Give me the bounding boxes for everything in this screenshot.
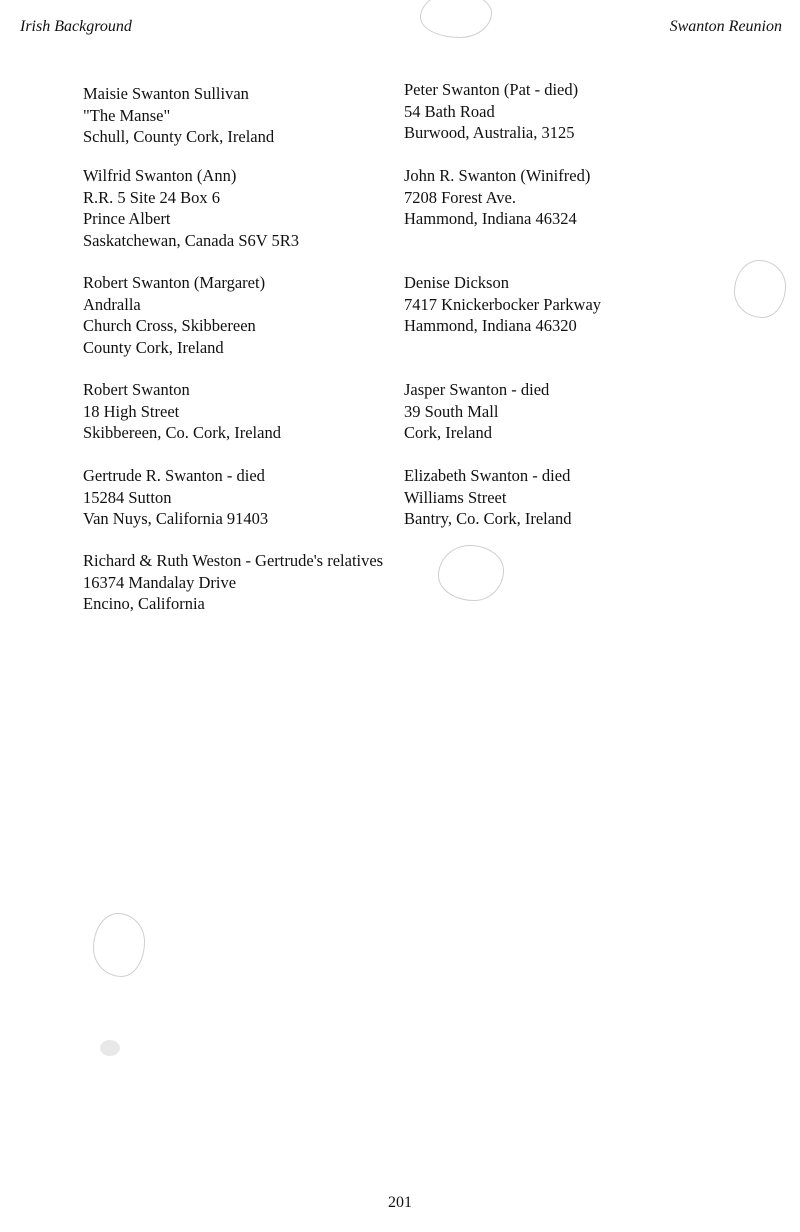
address-entry-richard-ruth-weston (83, 550, 383, 615)
entry-address-line: Bantry, Co. Cork, Ireland (404, 509, 572, 528)
entry-address-line: Skibbereen, Co. Cork, Ireland (83, 423, 281, 442)
entry-address-line: Saskatchewan, Canada S6V 5R3 (83, 230, 299, 250)
entry-address-line: "The Manse" (83, 105, 171, 125)
entry-address-line: County Cork, Ireland (83, 337, 224, 357)
entry-name: Robert Swanton (Margaret) (83, 273, 266, 292)
entry-address-line: 39 South Mall (404, 401, 499, 421)
entry-address-line: Prince Albert (83, 209, 171, 228)
entry-name: Maisie Swanton Sullivan (83, 84, 249, 103)
address-entry-wilfrid-swanton (83, 165, 299, 251)
address-entry-john-r-swanton (404, 165, 590, 230)
entry-name: Jasper Swanton - died (404, 380, 550, 399)
entry-name: Robert Swanton (83, 380, 190, 399)
address-entry-robert-swanton (83, 379, 281, 444)
entry-address-line: Church Cross, Skibbereen (83, 316, 256, 335)
scan-smudge (438, 545, 504, 601)
entry-address-line: 7417 Knickerbocker Parkway (404, 294, 602, 314)
entry-name: Richard & Ruth Weston - Gertrude's relatives (83, 551, 384, 570)
entry-name: Wilfrid Swanton (Ann) (83, 166, 237, 185)
entry-address-line: 7208 Forest Ave. (404, 187, 516, 207)
entry-address-line: Hammond, Indiana 46320 (404, 316, 577, 335)
scan-smudge (93, 913, 145, 977)
scan-smudge (420, 0, 492, 38)
running-header-left: Irish Background (20, 18, 132, 35)
entry-address-line: Cork, Ireland (404, 423, 492, 442)
entry-address-line: Burwood, Australia, 3125 (404, 123, 575, 142)
address-entry-robert-swanton-margaret (83, 272, 265, 358)
entry-address-line: Schull, County Cork, Ireland (83, 127, 275, 146)
entry-name: Gertrude R. Swanton - died (83, 466, 265, 485)
address-entry-elizabeth-swanton (404, 465, 572, 530)
entry-address-line: Hammond, Indiana 46324 (404, 209, 577, 228)
entry-address-line: Van Nuys, California 91403 (83, 509, 269, 528)
entry-name: Elizabeth Swanton - died (404, 466, 571, 485)
entry-address-line: Andralla (83, 294, 141, 314)
entry-address-line: Williams Street (404, 487, 507, 507)
entry-name: John R. Swanton (Winifred) (404, 166, 591, 185)
entry-address-line: 15284 Sutton (83, 487, 172, 507)
entry-name: Peter Swanton (Pat - died) (404, 80, 579, 99)
entry-address-line: R.R. 5 Site 24 Box 6 (83, 187, 221, 207)
page-number: 201 (388, 1194, 412, 1211)
running-header-right: Swanton Reunion (669, 18, 782, 35)
scan-speck (100, 1040, 120, 1056)
entry-name: Denise Dickson (404, 273, 509, 292)
entry-address-line: 16374 Mandalay Drive (83, 572, 237, 592)
scan-smudge (734, 260, 786, 318)
address-entry-gertrude-r-swanton (83, 465, 268, 530)
address-entry-maisie-swanton-sullivan (83, 83, 274, 148)
entry-address-line: Encino, California (83, 594, 205, 613)
entry-address-line: 54 Bath Road (404, 101, 495, 121)
address-entry-peter-swanton (404, 79, 578, 144)
address-entry-denise-dickson (404, 272, 601, 337)
address-entry-jasper-swanton (404, 379, 549, 444)
entry-address-line: 18 High Street (83, 401, 180, 421)
